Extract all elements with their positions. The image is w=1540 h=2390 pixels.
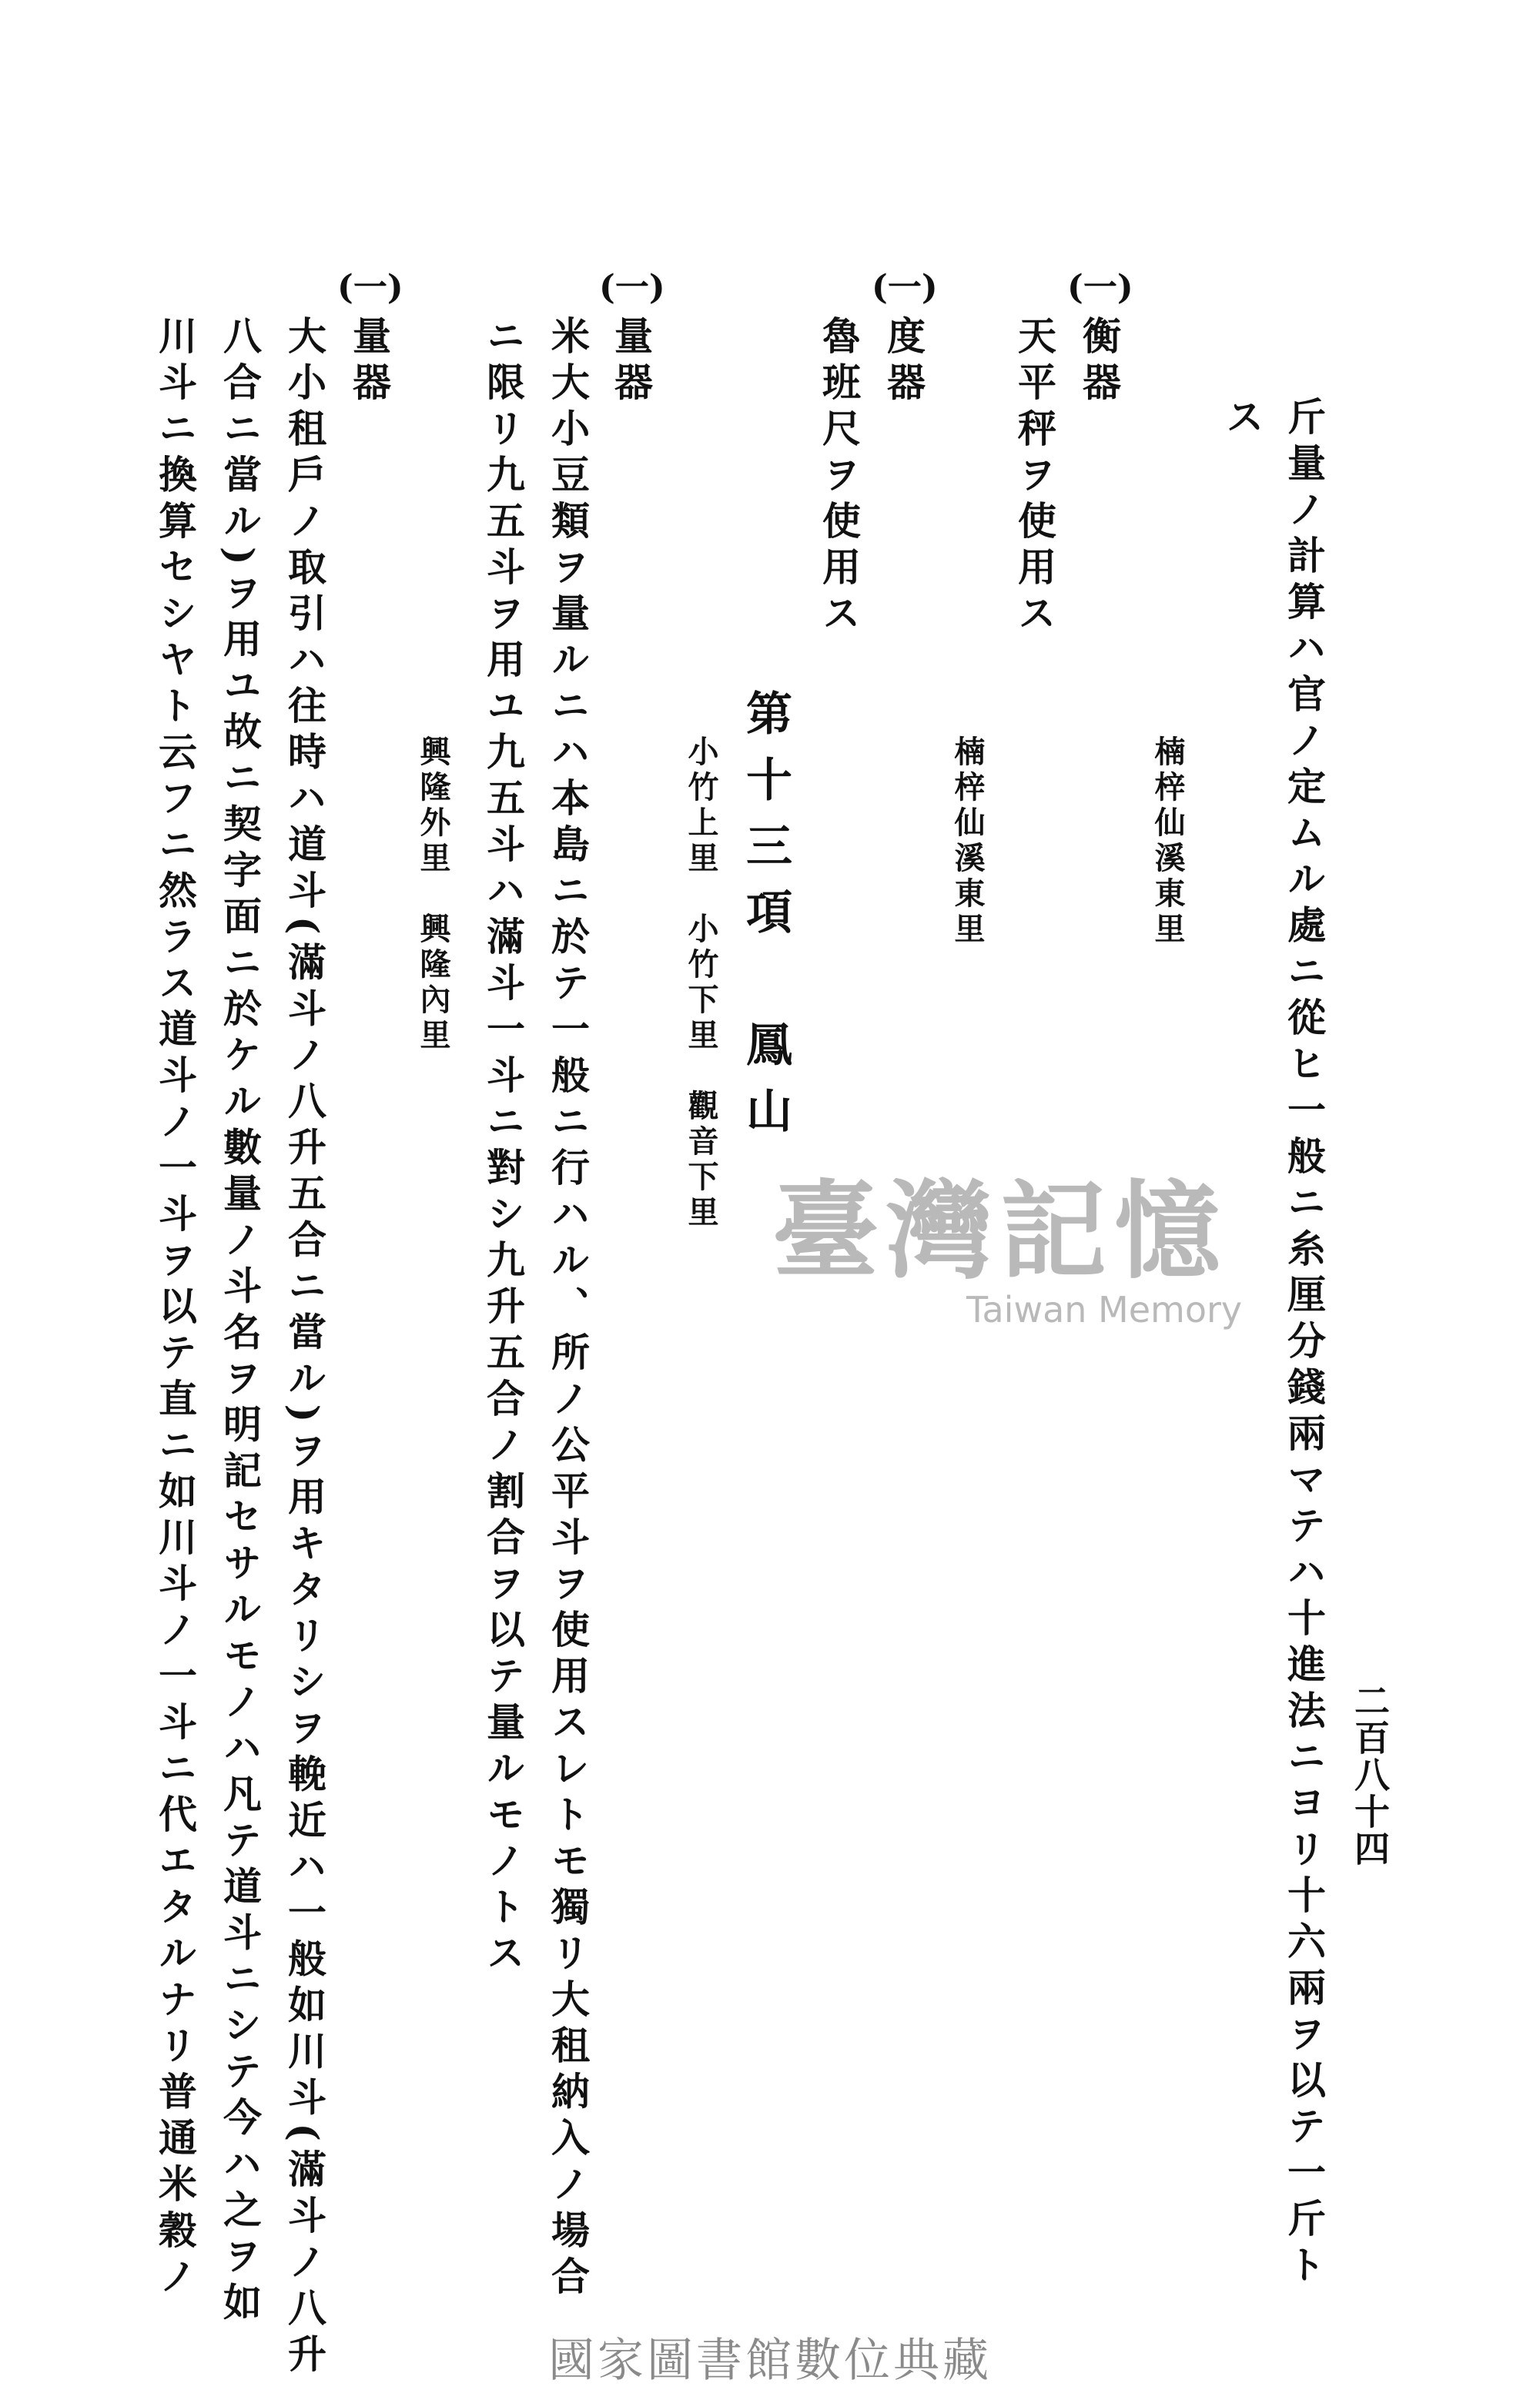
intro-line-2: ス	[1220, 397, 1265, 443]
measure-section-mark: (一)	[599, 268, 665, 307]
chapter-title: 第十三項 鳳山	[738, 689, 792, 1153]
section-1-body: 天平秤ヲ使用ス	[1012, 316, 1057, 639]
page-number: 二百八十四	[1349, 1682, 1391, 1867]
intro-line-1: 斤量ノ計算ハ官ノ定ムル處ニ從ヒ一般ニ糸厘分錢兩マテハ十進法ニヨリ十六兩ヲ以テ一斤ト	[1281, 397, 1327, 2291]
measure-section-heading: 量器	[608, 316, 654, 408]
measure2-line-2: 八合ニ當ル)ヲ用ユ故ニ契字面ニ於ケル數量ノ斗名ヲ明記セサルモノハ凡テ道斗ニシテ今ハ之ヲ如	[217, 316, 263, 2328]
section-1-mark: (一)	[1067, 268, 1133, 307]
watermark-chinese: 臺灣記憶	[772, 1168, 1229, 1294]
measure-line-1: 米大小豆類ヲ量ルニハ本島ニ於テ一般ニ行ハル、所ノ公平斗ヲ使用スレトモ獨リ大租納入ノ場合	[545, 316, 591, 2302]
footer-collection-label: 國家圖書館數位典藏	[548, 2334, 992, 2388]
section-2-place: 楠梓仙溪東里	[949, 735, 986, 948]
section-2-heading: 度器	[881, 316, 926, 408]
measure-section-2-heading: 量器	[346, 316, 392, 408]
measure-line-2: ニ限リ九五斗ヲ用ユ九五斗ハ滿斗一斗ニ對シ九升五合ノ割合ヲ以テ量ルモノトス	[480, 316, 526, 1979]
measure2-line-1: 大小租戶ノ取引ハ往時ハ道斗(滿斗ノ八升五合ニ當ル)ヲ用キタリシヲ輓近ハ一般如川斗(滿斗ノ八升	[282, 316, 327, 2380]
places-line-2: 興隆外里 興隆內里	[415, 735, 451, 1054]
section-1-place: 楠梓仙溪東里	[1150, 735, 1186, 948]
places-line: 小竹上里 小竹下里 觀音下里	[683, 735, 719, 1231]
section-1-heading: 衡器	[1076, 316, 1122, 408]
measure-section-2-mark: (一)	[337, 268, 403, 307]
watermark-english: Taiwan Memory	[966, 1289, 1243, 1331]
section-2-body: 魯班尺ヲ使用ス	[816, 316, 862, 639]
measure2-line-3: 川斗ニ換算セシヤト云フニ然ラス道斗ノ一斗ヲ以テ直ニ如川斗ノ一斗ニ代エタルナリ普通米穀ノ	[152, 316, 198, 2302]
section-2-mark: (一)	[872, 268, 938, 307]
taiwan-memory-watermark	[758, 1168, 1243, 1331]
